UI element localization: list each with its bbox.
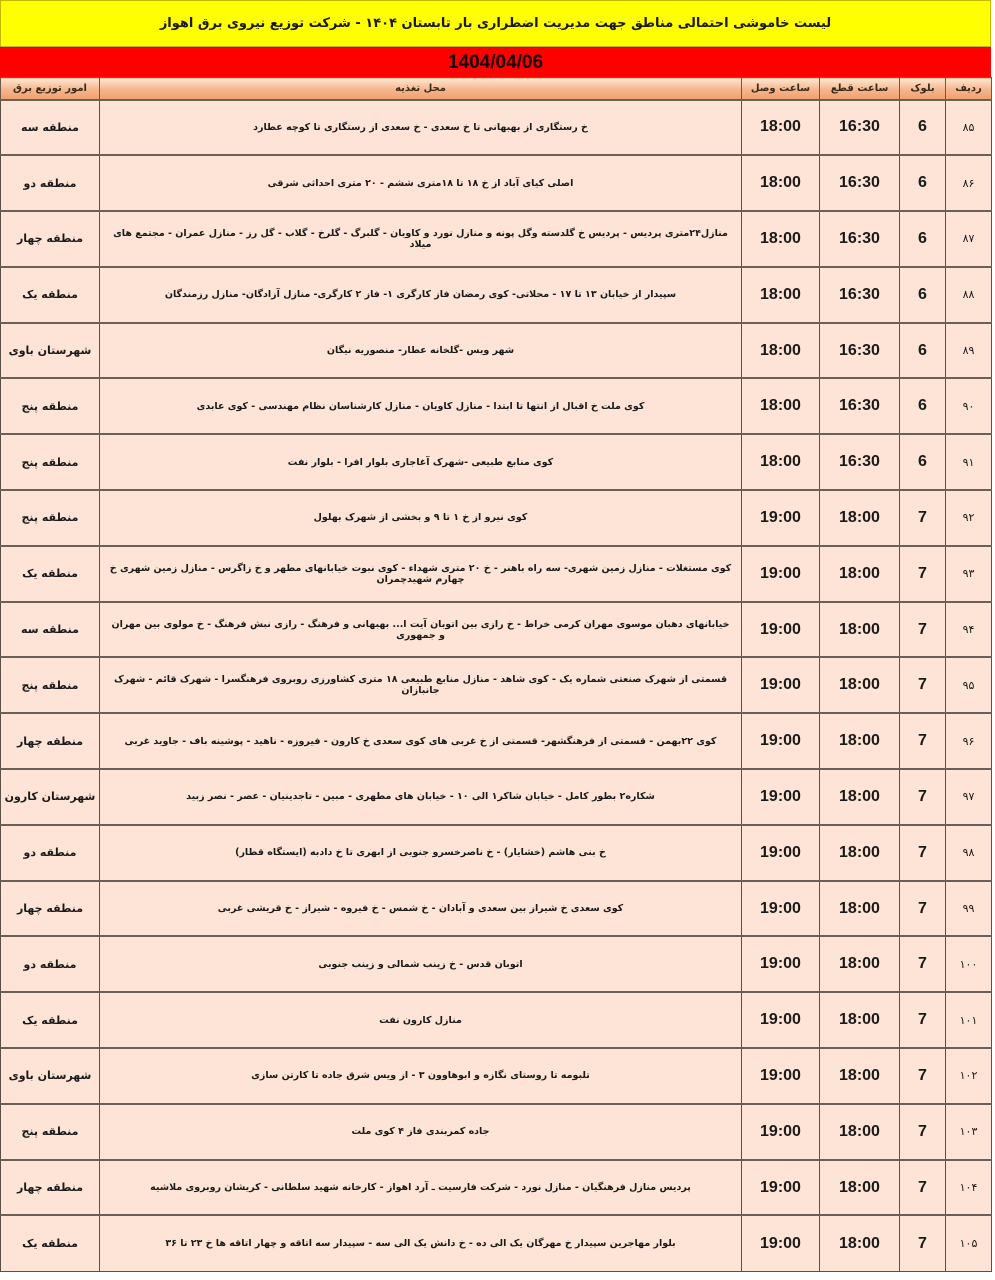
connect-time-cell: 18:00 [742, 378, 820, 434]
header-connect-time: ساعت وصل [742, 78, 820, 100]
cut-time-cell: 18:00 [820, 825, 900, 881]
table-row [1, 992, 992, 1048]
district-cell: منطقه چهار [1, 1160, 100, 1216]
table-row [1, 100, 992, 156]
outage-table [0, 77, 992, 1272]
location-cell: جاده کمربندی فاز ۴ کوی ملت [100, 1104, 742, 1160]
cut-time-cell: 18:00 [820, 602, 900, 658]
connect-time-cell: 19:00 [742, 992, 820, 1048]
connect-time-cell: 19:00 [742, 1215, 820, 1271]
location-cell: کوی نیرو از خ ۱ تا ۹ و بخشی از شهرک بهلول [100, 490, 742, 546]
row-number-cell: ۱۰۱ [946, 992, 992, 1048]
connect-time-cell: 19:00 [742, 546, 820, 602]
location-cell: تلبومه تا روستای نگازه و ابوهاوون ۳ - از ویس شرق جاده تا کارتن سازی [100, 1048, 742, 1104]
cut-time-cell: 16:30 [820, 434, 900, 490]
district-cell: منطقه چهار [1, 881, 100, 937]
block-cell: 7 [900, 992, 946, 1048]
row-number-cell: ۹۶ [946, 713, 992, 769]
connect-time-cell: 19:00 [742, 825, 820, 881]
row-number-cell: ۹۹ [946, 881, 992, 937]
cut-time-cell: 18:00 [820, 657, 900, 713]
district-cell: منطقه دو [1, 155, 100, 211]
row-number-cell: ۹۰ [946, 378, 992, 434]
row-number-cell: ۹۷ [946, 769, 992, 825]
location-cell: کوی ملت خ اقبال از انتها تا ابتدا - منازل کاویان - منازل کارشناسان نظام مهندسی - کوی عابدی [100, 378, 742, 434]
block-cell: 6 [900, 378, 946, 434]
cut-time-cell: 16:30 [820, 378, 900, 434]
location-cell: خ رستگاری از بهبهانی تا خ سعدی - خ سعدی از رستگاری تا کوچه عطارد [100, 100, 742, 156]
cut-time-cell: 18:00 [820, 769, 900, 825]
table-row [1, 713, 992, 769]
district-cell: منطقه پنج [1, 1104, 100, 1160]
connect-time-cell: 18:00 [742, 211, 820, 267]
table-row [1, 825, 992, 881]
location-cell: قسمتی از شهرک صنعتی شماره یک - کوی شاهد - منازل منابع طبیعی ۱۸ متری کشاورزی روبروی فرهنگسرا - شهرک قائم - شهرک جانبازان [100, 657, 742, 713]
block-cell: 7 [900, 546, 946, 602]
connect-time-cell: 19:00 [742, 1104, 820, 1160]
block-cell: 7 [900, 602, 946, 658]
cut-time-cell: 18:00 [820, 1160, 900, 1216]
location-cell: اتوبان قدس - خ زینب شمالی و زینب جنوبی [100, 936, 742, 992]
connect-time-cell: 18:00 [742, 267, 820, 323]
table-row [1, 1104, 992, 1160]
connect-time-cell: 19:00 [742, 1160, 820, 1216]
block-cell: 6 [900, 267, 946, 323]
table-row [1, 1160, 992, 1216]
row-number-cell: ۹۳ [946, 546, 992, 602]
district-cell: منطقه دو [1, 825, 100, 881]
table-row [1, 769, 992, 825]
cut-time-cell: 16:30 [820, 155, 900, 211]
row-number-cell: ۱۰۰ [946, 936, 992, 992]
cut-time-cell: 18:00 [820, 936, 900, 992]
location-cell: کوی ۲۲بهمن - قسمتی از فرهنگشهر- قسمتی از خ غربی های کوی سعدی خ کارون - فیروزه - ناهید - پوشینه باف - جاوید غربی [100, 713, 742, 769]
district-cell: منطقه پنج [1, 490, 100, 546]
row-number-cell: ۹۲ [946, 490, 992, 546]
cut-time-cell: 18:00 [820, 490, 900, 546]
district-cell: منطقه چهار [1, 713, 100, 769]
table-row [1, 490, 992, 546]
table-row [1, 378, 992, 434]
location-cell: کوی سعدی خ شیراز بین سعدی و آبادان - خ شمس - خ فیروه - شیراز - خ قریشی غربی [100, 881, 742, 937]
table-row [1, 434, 992, 490]
location-cell: بلوار مهاجرین سپیدار خ مهرگان یک الی ده - خ دانش یک الی سه - سپیدار سه اتاقه و چهار اتاقه ها خ ۲۳ تا ۳۶ [100, 1215, 742, 1271]
location-cell: خ بنی هاشم (خشایار) - خ ناصرخسرو جنوبی از ابهری تا خ دادبه (ایستگاه قطار) [100, 825, 742, 881]
connect-time-cell: 19:00 [742, 602, 820, 658]
table-header-row [1, 78, 992, 100]
document-title: لیست خاموشی احتمالی مناطق جهت مدیریت اضطراری بار تابستان ۱۴۰۴ - شرکت توزیع نیروی برق اهواز [159, 16, 832, 31]
location-cell: شهر ویس -گلخانه عطار- منصوریه نیگان [100, 323, 742, 379]
connect-time-cell: 19:00 [742, 490, 820, 546]
cut-time-cell: 18:00 [820, 1215, 900, 1271]
row-number-cell: ۹۸ [946, 825, 992, 881]
block-cell: 6 [900, 100, 946, 156]
document-title-bar [0, 0, 991, 47]
district-cell: منطقه پنج [1, 657, 100, 713]
connect-time-cell: 18:00 [742, 323, 820, 379]
cut-time-cell: 18:00 [820, 1048, 900, 1104]
block-cell: 7 [900, 825, 946, 881]
cut-time-cell: 18:00 [820, 713, 900, 769]
connect-time-cell: 19:00 [742, 657, 820, 713]
table-row [1, 155, 992, 211]
district-cell: منطقه پنج [1, 378, 100, 434]
table-row [1, 1215, 992, 1271]
block-cell: 6 [900, 323, 946, 379]
header-location: محل تغذیه [100, 78, 742, 100]
location-cell: کوی منابع طبیعی -شهرک آغاجاری بلوار افرا - بلوار نفت [100, 434, 742, 490]
header-cut-time: ساعت قطع [820, 78, 900, 100]
district-cell: منطقه سه [1, 602, 100, 658]
header-block: بلوک [900, 78, 946, 100]
connect-time-cell: 18:00 [742, 155, 820, 211]
district-cell: منطقه یک [1, 267, 100, 323]
district-cell: شهرستان باوی [1, 1048, 100, 1104]
table-row [1, 546, 992, 602]
row-number-cell: ۸۵ [946, 100, 992, 156]
row-number-cell: ۱۰۳ [946, 1104, 992, 1160]
block-cell: 7 [900, 881, 946, 937]
table-row [1, 657, 992, 713]
row-number-cell: ۹۴ [946, 602, 992, 658]
block-cell: 7 [900, 769, 946, 825]
block-cell: 6 [900, 434, 946, 490]
cut-time-cell: 16:30 [820, 100, 900, 156]
block-cell: 7 [900, 713, 946, 769]
cut-time-cell: 18:00 [820, 546, 900, 602]
district-cell: منطقه یک [1, 546, 100, 602]
row-number-cell: ۹۱ [946, 434, 992, 490]
row-number-cell: ۹۵ [946, 657, 992, 713]
connect-time-cell: 18:00 [742, 100, 820, 156]
table-row [1, 323, 992, 379]
district-cell: شهرستان باوی [1, 323, 100, 379]
block-cell: 7 [900, 1215, 946, 1271]
table-row [1, 881, 992, 937]
district-cell: منطقه دو [1, 936, 100, 992]
connect-time-cell: 19:00 [742, 936, 820, 992]
district-cell: منطقه یک [1, 992, 100, 1048]
district-cell: منطقه یک [1, 1215, 100, 1271]
row-number-cell: ۸۹ [946, 323, 992, 379]
table-row [1, 267, 992, 323]
district-cell: منطقه چهار [1, 211, 100, 267]
connect-time-cell: 19:00 [742, 1048, 820, 1104]
location-cell: اصلی کیای آباد از خ ۱۸ تا ۱۸متری ششم - ۲۰ متری احداثی شرقی [100, 155, 742, 211]
district-cell: شهرستان کارون [1, 769, 100, 825]
location-cell: پردیس منازل فرهنگیان - منازل نورد - شرکت فارسیت ـ آرد اهواز - کارخانه شهید سلطانی - کریشان روبروی ملاشیه [100, 1160, 742, 1216]
block-cell: 7 [900, 490, 946, 546]
location-cell: منازل۲۴متری پردیس - پردیس خ گلدسته وگل پونه و منازل نورد و کاویان - گلبرگ - گلرخ - گلاب - گل رز - منازل عمران - مجتمع های میلاد [100, 211, 742, 267]
header-district: امور توزیع برق [1, 78, 100, 100]
district-cell: منطقه سه [1, 100, 100, 156]
location-cell: کوی مستغلات - منازل زمین شهری- سه راه باهنر - خ ۲۰ متری شهداء - کوی نبوت خیابانهای مطهر و خ زاگرس - منازل زمین شهری خ چهارم شهیدچمران [100, 546, 742, 602]
block-cell: 7 [900, 1160, 946, 1216]
connect-time-cell: 19:00 [742, 713, 820, 769]
cut-time-cell: 16:30 [820, 323, 900, 379]
block-cell: 7 [900, 1104, 946, 1160]
row-number-cell: ۱۰۴ [946, 1160, 992, 1216]
schedule-date: 1404/04/06 [447, 51, 544, 73]
row-number-cell: ۸۷ [946, 211, 992, 267]
location-cell: منازل کارون نفت [100, 992, 742, 1048]
block-cell: 6 [900, 211, 946, 267]
connect-time-cell: 18:00 [742, 434, 820, 490]
row-number-cell: ۸۶ [946, 155, 992, 211]
cut-time-cell: 18:00 [820, 881, 900, 937]
date-bar [0, 47, 991, 77]
block-cell: 6 [900, 155, 946, 211]
table-row [1, 1048, 992, 1104]
connect-time-cell: 19:00 [742, 769, 820, 825]
block-cell: 7 [900, 936, 946, 992]
location-cell: خیابانهای دهبان موسوی مهران کرمی خراط - خ رازی بین اتوبان آیت ا... بهبهانی و فرهنگ - رازی نبش فرهنگ - خ مولوی بین مهران و جمهوری [100, 602, 742, 658]
block-cell: 7 [900, 1048, 946, 1104]
location-cell: شکاره۲ بطور کامل - خیابان شاکر۱ الی ۱۰ - خیابان های مطهری - مبین - تاجدینیان - عصر - نصر زبید [100, 769, 742, 825]
block-cell: 7 [900, 657, 946, 713]
row-number-cell: ۸۸ [946, 267, 992, 323]
cut-time-cell: 18:00 [820, 1104, 900, 1160]
table-row [1, 602, 992, 658]
table-row [1, 936, 992, 992]
table-body [1, 100, 992, 1272]
district-cell: منطقه پنج [1, 434, 100, 490]
connect-time-cell: 19:00 [742, 881, 820, 937]
cut-time-cell: 18:00 [820, 992, 900, 1048]
row-number-cell: ۱۰۵ [946, 1215, 992, 1271]
header-row-num: ردیف [946, 78, 992, 100]
table-row [1, 211, 992, 267]
row-number-cell: ۱۰۲ [946, 1048, 992, 1104]
cut-time-cell: 16:30 [820, 211, 900, 267]
location-cell: سپیدار از خیابان ۱۳ تا ۱۷ - محلاتی- کوی رمضان فاز کارگری ۱- فاز ۲ کارگری- منازل آزادگان- منازل رزمندگان [100, 267, 742, 323]
cut-time-cell: 16:30 [820, 267, 900, 323]
